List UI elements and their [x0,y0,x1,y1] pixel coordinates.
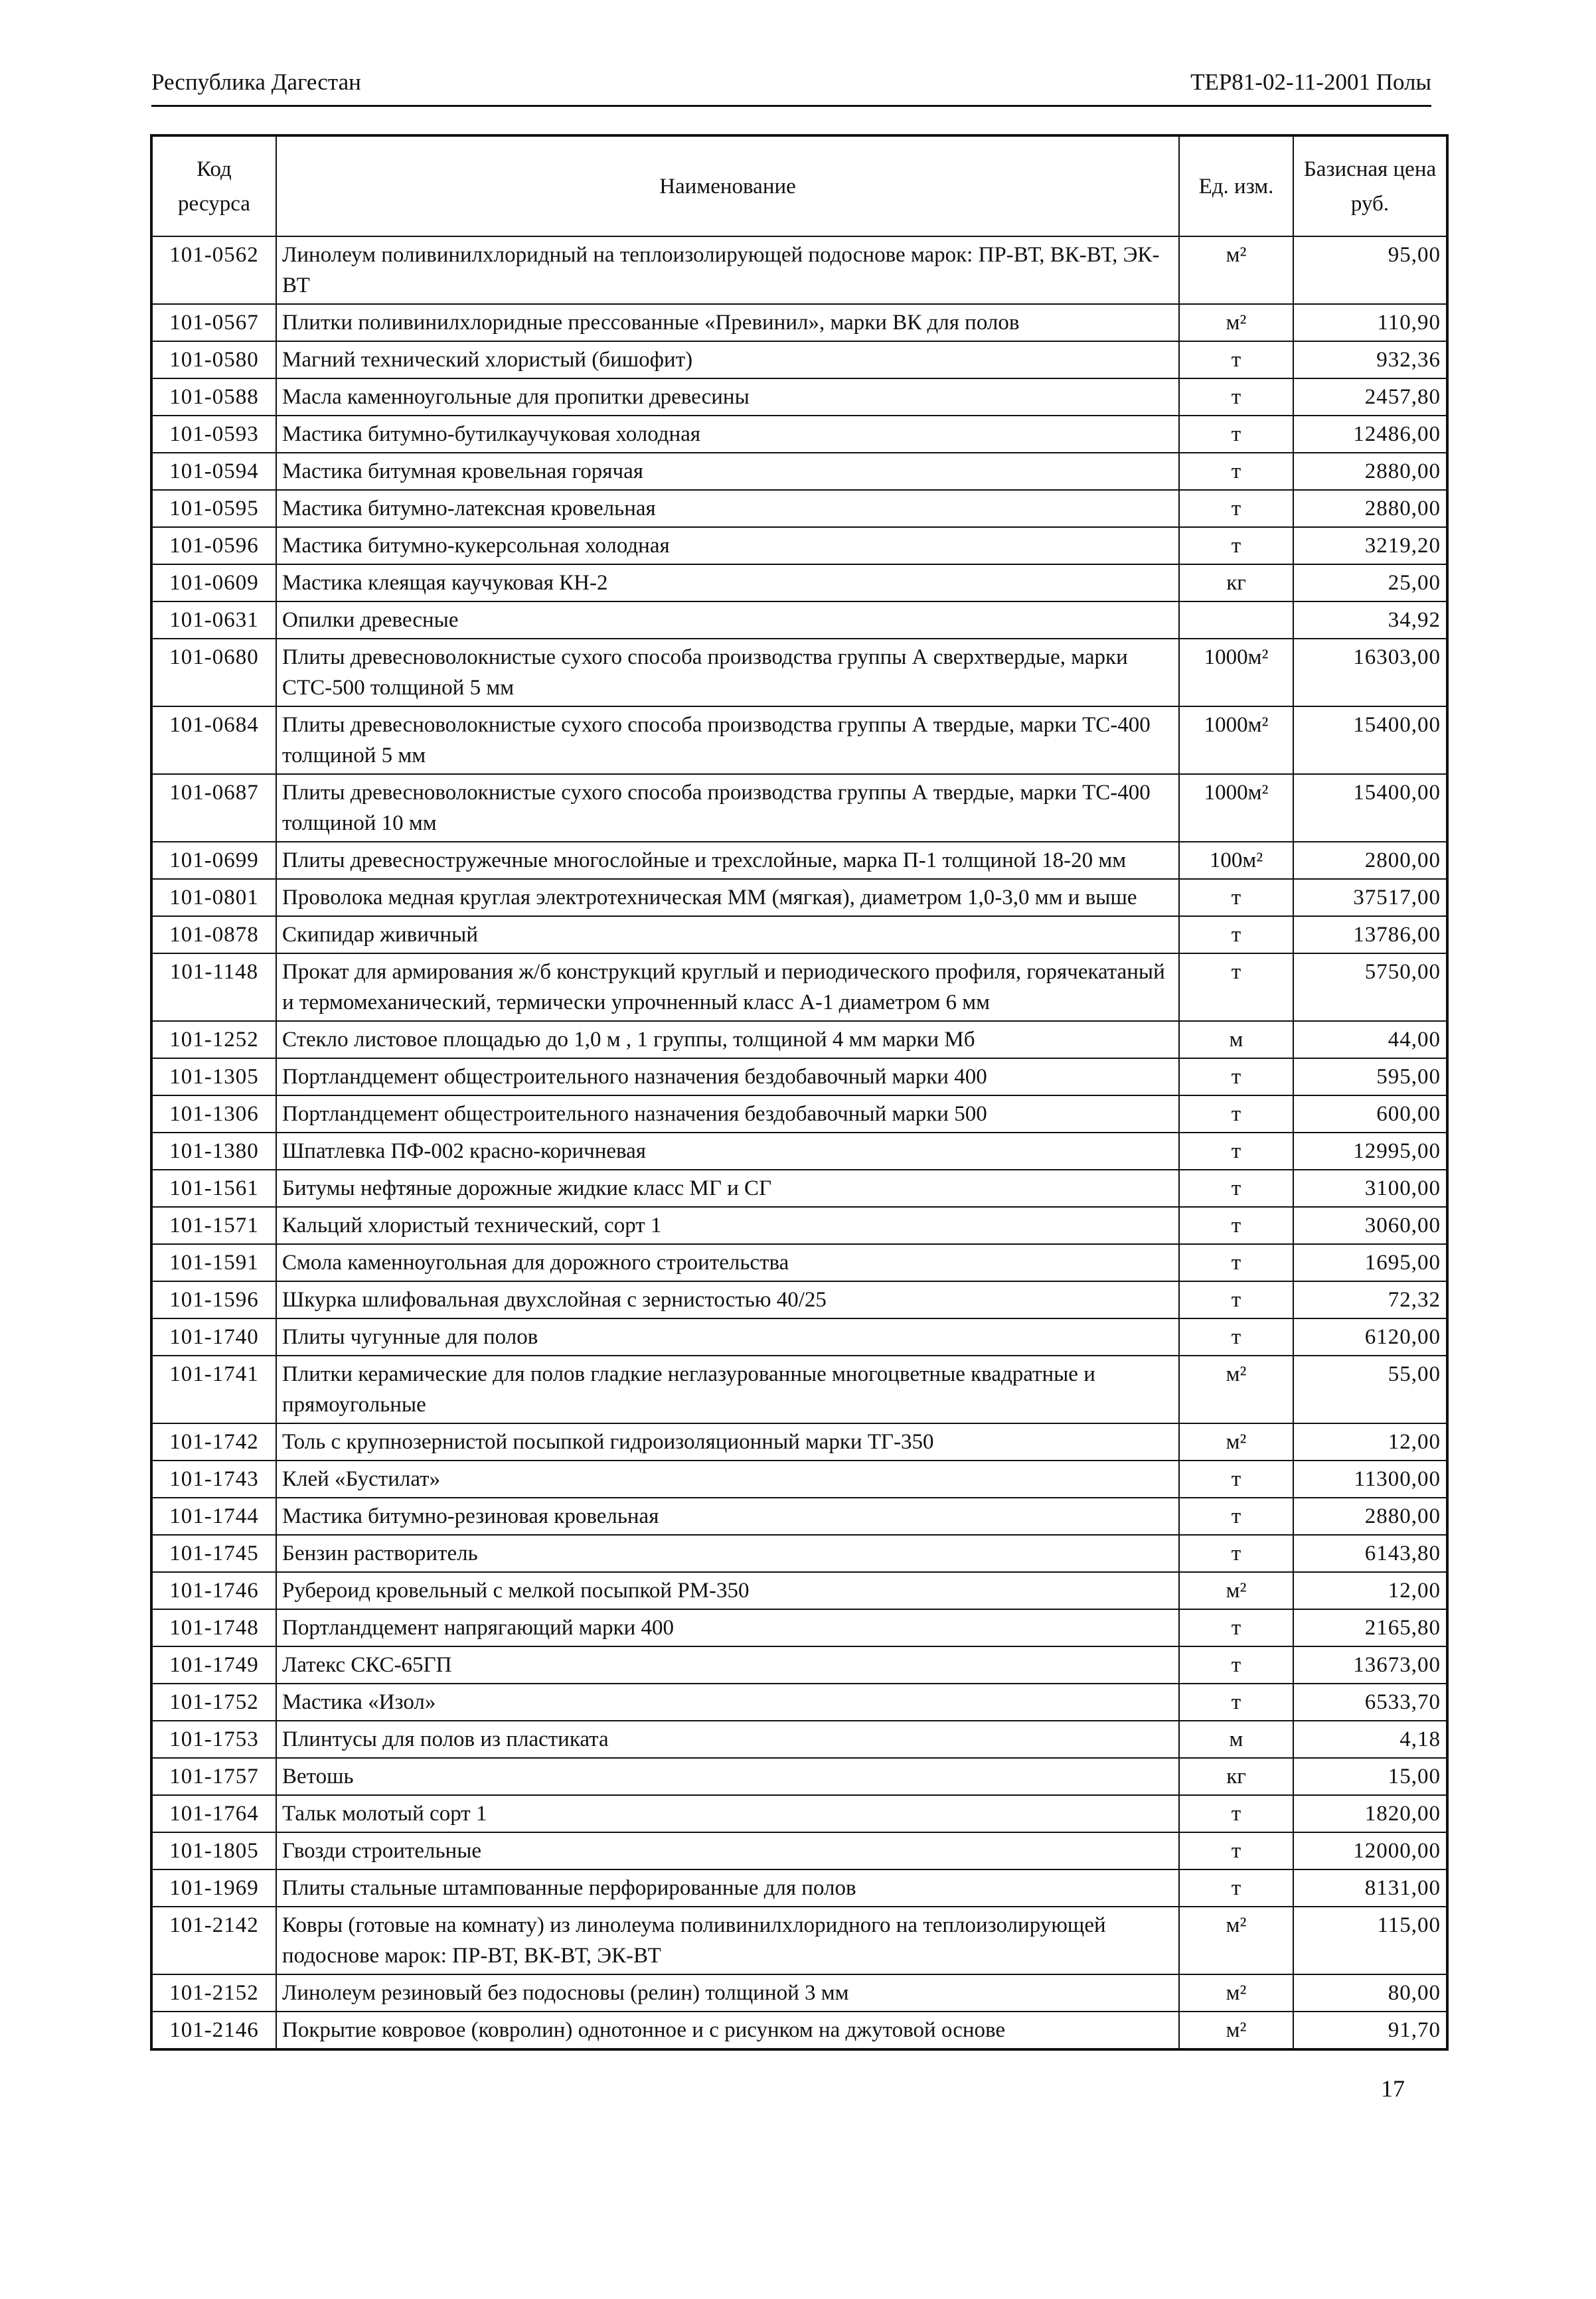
cell-code: 101-1805 [151,1832,276,1869]
cell-price: 95,00 [1293,236,1447,304]
cell-unit: т [1179,1609,1293,1646]
cell-name: Шкурка шлифовальная двухслойная с зернистостью 40/25 [276,1281,1179,1318]
cell-name: Плиты древесностружечные многослойные и трехслойные, марка П-1 толщиной 18-20 мм [276,842,1179,879]
cell-price: 13673,00 [1293,1646,1447,1684]
cell-name: Плиты древесноволокнистые сухого способа производства группы А сверхтвердые, марки СТС-500 толщиной 5 мм [276,639,1179,706]
table-row [151,1646,1447,1684]
table-row [151,453,1447,490]
cell-name: Мастика клеящая каучуковая КН-2 [276,564,1179,601]
cell-name: Кальций хлористый технический, сорт 1 [276,1207,1179,1244]
cell-unit: м² [1179,236,1293,304]
table-row [151,1244,1447,1281]
cell-unit: м² [1179,1572,1293,1609]
cell-name: Мастика «Изол» [276,1684,1179,1721]
cell-name: Плитки поливинилхлоридные прессованные «Превинил», марки ВК для полов [276,304,1179,341]
column-header-name: Наименование [276,135,1179,236]
cell-price: 55,00 [1293,1356,1447,1423]
cell-name: Мастика битумно-латексная кровельная [276,490,1179,527]
cell-price: 6120,00 [1293,1318,1447,1356]
table-header-row [151,135,1447,236]
table-row [151,1498,1447,1535]
cell-code: 101-0594 [151,453,276,490]
cell-unit: 100м² [1179,842,1293,879]
cell-price: 2880,00 [1293,453,1447,490]
cell-unit: м² [1179,2012,1293,2049]
cell-name: Плинтусы для полов из пластиката [276,1721,1179,1758]
table-row [151,774,1447,842]
cell-code: 101-1743 [151,1461,276,1498]
table-row [151,1832,1447,1869]
table-row [151,1095,1447,1133]
cell-price: 600,00 [1293,1095,1447,1133]
cell-name: Плиты древесноволокнистые сухого способа производства группы А твердые, марки ТС-400 толщиной 5 мм [276,706,1179,774]
cell-code: 101-2142 [151,1907,276,1974]
cell-code: 101-2152 [151,1974,276,2012]
table-row [151,601,1447,639]
cell-code: 101-1148 [151,953,276,1021]
cell-price: 12000,00 [1293,1832,1447,1869]
cell-unit: т [1179,527,1293,564]
cell-unit: м² [1179,1356,1293,1423]
page-header [151,65,1431,107]
header-region: Республика Дагестан [151,69,361,95]
cell-name: Тальк молотый сорт 1 [276,1795,1179,1832]
cell-unit: т [1179,1461,1293,1498]
table-row [151,842,1447,879]
cell-unit: т [1179,1058,1293,1095]
cell-price: 4,18 [1293,1721,1447,1758]
cell-code: 101-0878 [151,916,276,953]
cell-name: Плиты стальные штампованные перфорированные для полов [276,1869,1179,1907]
table-row [151,1609,1447,1646]
cell-code: 101-1306 [151,1095,276,1133]
cell-unit: т [1179,341,1293,378]
cell-name: Скипидар живичный [276,916,1179,953]
cell-code: 101-1748 [151,1609,276,1646]
cell-name: Мастика битумно-резиновая кровельная [276,1498,1179,1535]
cell-name: Прокат для армирования ж/б конструкций круглый и периодического профиля, горячекатаный и термомеханический, термически упрочненный класс А-1 диаметром 6 мм [276,953,1179,1021]
table-row [151,1170,1447,1207]
cell-price: 6533,70 [1293,1684,1447,1721]
cell-unit: т [1179,1646,1293,1684]
cell-price: 25,00 [1293,564,1447,601]
cell-unit: т [1179,1535,1293,1572]
cell-code: 101-0562 [151,236,276,304]
cell-unit: т [1179,1832,1293,1869]
cell-name: Толь с крупнозернистой посыпкой гидроизоляционный марки ТГ-350 [276,1423,1179,1461]
cell-unit: м² [1179,304,1293,341]
cell-code: 101-1969 [151,1869,276,1907]
cell-unit: м [1179,1021,1293,1058]
cell-price: 8131,00 [1293,1869,1447,1907]
cell-price: 12,00 [1293,1572,1447,1609]
table-row [151,639,1447,706]
table-row [151,1207,1447,1244]
cell-unit: м² [1179,1423,1293,1461]
table-row [151,1572,1447,1609]
cell-name: Гвозди строительные [276,1832,1179,1869]
cell-price: 2165,80 [1293,1609,1447,1646]
cell-unit: м [1179,1721,1293,1758]
cell-code: 101-0588 [151,378,276,416]
table-row [151,1058,1447,1095]
cell-price: 3219,20 [1293,527,1447,564]
cell-code: 101-1752 [151,1684,276,1721]
cell-code: 101-1591 [151,1244,276,1281]
cell-price: 12486,00 [1293,416,1447,453]
cell-price: 34,92 [1293,601,1447,639]
table-row [151,416,1447,453]
cell-name: Мастика битумно-бутилкаучуковая холодная [276,416,1179,453]
cell-unit: 1000м² [1179,774,1293,842]
cell-code: 101-1596 [151,1281,276,1318]
cell-price: 80,00 [1293,1974,1447,2012]
cell-price: 2457,80 [1293,378,1447,416]
cell-code: 101-1305 [151,1058,276,1095]
table-row [151,1318,1447,1356]
cell-unit: т [1179,453,1293,490]
table-row [151,304,1447,341]
cell-code: 101-1571 [151,1207,276,1244]
cell-price: 932,36 [1293,341,1447,378]
cell-unit: т [1179,1684,1293,1721]
cell-code: 101-0687 [151,774,276,842]
table-row [151,1461,1447,1498]
cell-name: Линолеум поливинилхлоридный на теплоизолирующей подоснове марок: ПР-ВТ, ВК-ВТ, ЭК-ВТ [276,236,1179,304]
cell-unit: 1000м² [1179,639,1293,706]
table-row [151,490,1447,527]
cell-code: 101-1252 [151,1021,276,1058]
cell-price: 16303,00 [1293,639,1447,706]
cell-code: 101-0593 [151,416,276,453]
cell-unit: т [1179,1318,1293,1356]
cell-name: Плиты чугунные для полов [276,1318,1179,1356]
cell-unit: т [1179,1498,1293,1535]
table-body [151,236,1447,2049]
cell-code: 101-0580 [151,341,276,378]
cell-code: 101-1741 [151,1356,276,1423]
table-row [151,564,1447,601]
cell-code: 101-0609 [151,564,276,601]
cell-code: 101-0699 [151,842,276,879]
page-number: 17 [1381,2075,1405,2102]
cell-unit: кг [1179,1758,1293,1795]
cell-code: 101-1740 [151,1318,276,1356]
cell-unit: т [1179,1795,1293,1832]
cell-name: Мастика битумная кровельная горячая [276,453,1179,490]
cell-name: Плитки керамические для полов гладкие неглазурованные многоцветные квадратные и прямоугольные [276,1356,1179,1423]
cell-name: Клей «Бустилат» [276,1461,1179,1498]
cell-name: Ветошь [276,1758,1179,1795]
cell-name: Шпатлевка ПФ-002 красно-коричневая [276,1133,1179,1170]
cell-name: Проволока медная круглая электротехническая ММ (мягкая), диаметром 1,0-3,0 мм и выше [276,879,1179,916]
cell-code: 101-0801 [151,879,276,916]
cell-name: Битумы нефтяные дорожные жидкие класс МГ и СГ [276,1170,1179,1207]
cell-price: 1820,00 [1293,1795,1447,1832]
table-row [151,1758,1447,1795]
cell-code: 101-1380 [151,1133,276,1170]
cell-code: 101-0567 [151,304,276,341]
cell-name: Магний технический хлористый (бишофит) [276,341,1179,378]
cell-price: 6143,80 [1293,1535,1447,1572]
cell-price: 11300,00 [1293,1461,1447,1498]
cell-code: 101-0595 [151,490,276,527]
cell-unit: т [1179,879,1293,916]
table-row [151,2012,1447,2049]
column-header-unit: Ед. изм. [1179,135,1293,236]
cell-unit: т [1179,1133,1293,1170]
cell-code: 101-1764 [151,1795,276,1832]
cell-name: Рубероид кровельный с мелкой посыпкой РМ-350 [276,1572,1179,1609]
cell-code: 101-1742 [151,1423,276,1461]
table-row [151,706,1447,774]
cell-unit: т [1179,378,1293,416]
column-header-price: Базисная цена руб. [1293,135,1447,236]
cell-name: Смола каменноугольная для дорожного строительства [276,1244,1179,1281]
cell-price: 72,32 [1293,1281,1447,1318]
table-row [151,1281,1447,1318]
cell-unit [1179,601,1293,639]
cell-price: 91,70 [1293,2012,1447,2049]
cell-code: 101-2146 [151,2012,276,2049]
cell-price: 15,00 [1293,1758,1447,1795]
cell-name: Бензин растворитель [276,1535,1179,1572]
table-row [151,527,1447,564]
cell-price: 44,00 [1293,1021,1447,1058]
cell-price: 115,00 [1293,1907,1447,1974]
cell-price: 15400,00 [1293,706,1447,774]
table-row [151,953,1447,1021]
cell-name: Ковры (готовые на комнату) из линолеума поливинилхлоридного на теплоизолирующей подоснове марок: ПР-ВТ, ВК-ВТ, ЭК-ВТ [276,1907,1179,1974]
cell-code: 101-1745 [151,1535,276,1572]
cell-unit: т [1179,1095,1293,1133]
table-row [151,1721,1447,1758]
cell-code: 101-0596 [151,527,276,564]
table-row [151,1021,1447,1058]
cell-code: 101-1561 [151,1170,276,1207]
table-row [151,1684,1447,1721]
cell-code: 101-1749 [151,1646,276,1684]
cell-unit: т [1179,1244,1293,1281]
cell-name: Латекс СКС-65ГП [276,1646,1179,1684]
table-row [151,341,1447,378]
cell-price: 2800,00 [1293,842,1447,879]
table-row [151,1535,1447,1572]
cell-code: 101-1746 [151,1572,276,1609]
cell-name: Портландцемент общестроительного назначения бездобавочный марки 400 [276,1058,1179,1095]
cell-unit: т [1179,916,1293,953]
cell-price: 2880,00 [1293,1498,1447,1535]
cell-price: 15400,00 [1293,774,1447,842]
cell-name: Масла каменноугольные для пропитки древесины [276,378,1179,416]
cell-unit: м² [1179,1907,1293,1974]
cell-name: Мастика битумно-кукерсольная холодная [276,527,1179,564]
table-row [151,1869,1447,1907]
cell-price: 37517,00 [1293,879,1447,916]
cell-unit: кг [1179,564,1293,601]
cell-price: 3060,00 [1293,1207,1447,1244]
cell-price: 2880,00 [1293,490,1447,527]
cell-code: 101-1744 [151,1498,276,1535]
cell-unit: т [1179,490,1293,527]
cell-price: 13786,00 [1293,916,1447,953]
cell-price: 595,00 [1293,1058,1447,1095]
cell-name: Портландцемент напрягающий марки 400 [276,1609,1179,1646]
cell-name: Покрытие ковровое (ковролин) однотонное и с рисунком на джутовой основе [276,2012,1179,2049]
table-row [151,1356,1447,1423]
cell-unit: т [1179,1170,1293,1207]
cell-price: 1695,00 [1293,1244,1447,1281]
table-row [151,378,1447,416]
cell-name: Плиты древесноволокнистые сухого способа производства группы А твердые, марки ТС-400 толщиной 10 мм [276,774,1179,842]
cell-unit: т [1179,1207,1293,1244]
cell-code: 101-0684 [151,706,276,774]
cell-name: Опилки древесные [276,601,1179,639]
cell-code: 101-0631 [151,601,276,639]
header-document-code: ТЕР81-02-11-2001 Полы [1190,69,1431,95]
table-row [151,236,1447,304]
cell-unit: 1000м² [1179,706,1293,774]
cell-code: 101-0680 [151,639,276,706]
cell-price: 12995,00 [1293,1133,1447,1170]
cell-code: 101-1757 [151,1758,276,1795]
table-row [151,879,1447,916]
cell-price: 12,00 [1293,1423,1447,1461]
cell-code: 101-1753 [151,1721,276,1758]
table-row [151,1423,1447,1461]
table-row [151,1795,1447,1832]
cell-unit: т [1179,1869,1293,1907]
cell-price: 3100,00 [1293,1170,1447,1207]
cell-price: 5750,00 [1293,953,1447,1021]
cell-unit: т [1179,416,1293,453]
column-header-code: Код ресурса [151,135,276,236]
cell-name: Линолеум резиновый без подосновы (релин) толщиной 3 мм [276,1974,1179,2012]
cell-unit: т [1179,953,1293,1021]
table-row [151,1974,1447,2012]
table-row [151,1907,1447,1974]
cell-price: 110,90 [1293,304,1447,341]
table-row [151,1133,1447,1170]
cell-name: Стекло листовое площадью до 1,0 м , 1 группы, толщиной 4 мм марки Мб [276,1021,1179,1058]
cell-unit: м² [1179,1974,1293,2012]
cell-name: Портландцемент общестроительного назначения бездобавочный марки 500 [276,1095,1179,1133]
table-row [151,916,1447,953]
cell-unit: т [1179,1281,1293,1318]
resource-price-table [150,134,1449,2051]
